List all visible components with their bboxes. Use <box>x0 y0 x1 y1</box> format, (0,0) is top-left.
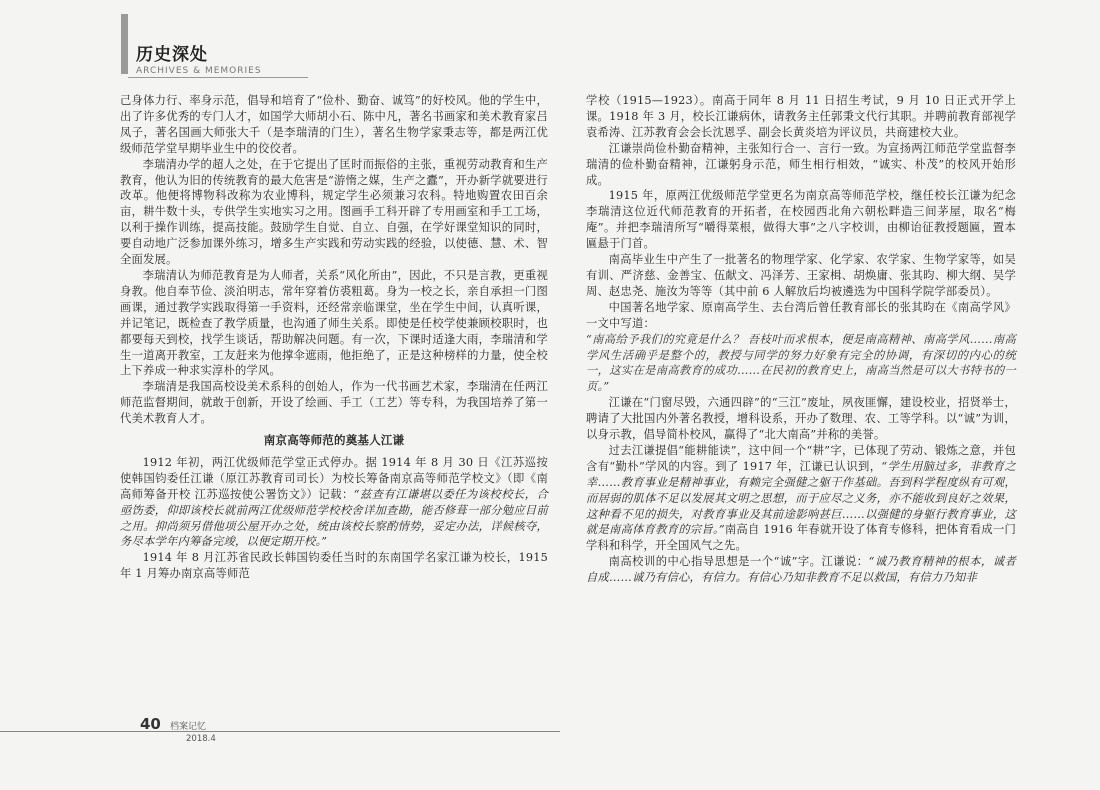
paragraph <box>586 554 1016 586</box>
paragraph: 1914 年 8 月江苏省民政长韩国钧委任当时的东南国学名家江谦为校长，1915 年 1 月筹办南京高等师范 <box>120 551 548 581</box>
paragraph: 南高毕业生中产生了一批著名的物理学家、化学家、农学家、生物学家等，如吴有训、严济慈、金善宝、伍献文、冯泽芳、王家楫、胡焕庸、张其昀、柳大纲、吴学周、赵忠尧、施汝为等等（其中前 6 人解放后均被遴选为中国科学院学部委员）。 <box>586 253 1016 298</box>
paragraph: 1915 年，原两江优级师范学堂更名为南京高等师范学校，继任校长江谦为纪念李瑞清这位近代师范教育的开拓者，在校园西北角六朝松畔造三间茅屋，取名“梅庵”。并把李瑞清所写“嚼得菜根，做得大事”之八字校训，由柳诒征教授题匾，置本匾悬于门首。 <box>586 189 1016 251</box>
footer-divider <box>0 731 560 732</box>
quote-text: “兹查有江谦堪以委任为该校校长，合亟饬委，仰即该校长就前两江优级师范学校校舍详加查勘，能否修葺一部分勉应目前之用。抑尚须另借他项公屋开办之处，统由该校长察酌情势，妥定办法，详候核夺，务尽本学年内筹备完竣，以便定期开校。” <box>120 487 548 549</box>
paragraph: 中国著名地学家、原南高学生、去台湾后曾任教育部长的张其昀在《南高学风》一文中写道： <box>586 300 1016 330</box>
paragraph: 己身体力行、率身示范，倡导和培育了“俭朴、勤奋、诚笃”的好校风。他的学生中，出了许多优秀的专门人才，如国学大师胡小石、陈中凡，著名书画家和美术教育家吕凤子，著名国画大师张大千（是李瑞清的门生），著名生物学家秉志等，都是两江优级师范学堂早期毕业生中的佼佼者。 <box>120 94 548 155</box>
right-column <box>586 93 1016 586</box>
paragraph: 李瑞清认为师范教育是为人师者，关系“风化所由”，因此，不只是言教，更重视身教。他自奉节俭、淡泊明志，常年穿着仿裘粗葛。身为一校之长，亲自承担一门图画课，通过教学实践取得第一手资料，还经常亲临课堂，坐在学生中间，认真听课，并记笔记，既检查了教学质量，也沟通了师生关系。即使是任校学使兼顾校职时，也都要每天到校，找学生谈话，帮助解决问题。有一次，下课时适逢大雨，李瑞清和学生一道离开教室，工友赶来为他撑伞遮雨，他拒绝了，正是这种榜样的力量，使全校上下养成一种求实淳朴的学风。 <box>120 268 548 378</box>
paragraph: 李瑞清办学的超人之处，在于它提出了匡时而振俗的主张，重视劳动教育和生产教育，他认为旧的传统教育的最大危害是“游惰之媒，生产之蠹”，开办新学就要进行改革。他便将博物科改称为农业博科，规定学生必须兼习农科。特地购置农田百余亩，耕牛数十头，专供学生实地实习之用。图画手工科开辟了专用画室和手工工场，以利于操作训练，提高技能。鼓励学生自觉、自立、自强，在学好课堂知识的同时，要自动地广泛参加课外练习，增多生产实践和劳动实践的经验，以使德、慧、术、智全面发展。 <box>120 157 548 267</box>
header-accent-bar <box>121 14 128 74</box>
paragraph <box>120 455 548 550</box>
quote-paragraph: “南高给予我们的究竟是什么？ 吾枝叶而求根本，便是南高精神、南高学风……南高学风生活确乎是整个的，教授与同学的努力好象有完全的协调，有深切的内心的统一，这实在是南高教育的成功……在民初的教育史上，南高当然是可以大书特书的一页。” <box>586 332 1016 394</box>
paragraph: 江谦在“门窗尽毁，六通四辟”的“三江”废址，夙夜匪懈，建设校业，招贤举士，聘请了大批国内外著名教授，增科设系，开办了数理、农、工等学科。以“诚”为训，以身示教，倡导简朴校风，赢得了“北大南高”并称的美誉。 <box>586 396 1016 442</box>
section-heading: 南京高等师范的奠基人江谦 <box>263 433 405 448</box>
journal-name: 档案记忆 <box>170 722 207 732</box>
paragraph <box>586 443 1016 554</box>
paragraph: 学校（1915—1923）。南高于同年 8 月 11 日招生考试，9 月 10 日正式开学上课。1918 年 3 月，校长江谦病休，请教务主任郭秉文代行其职。并聘前教育部视学袁希涛、江苏教育会会长沈恩孚、副会长黄炎培为评议员，共商建校大业。 <box>586 94 1016 139</box>
paragraph-text: 南高校训的中心指导思想是一个“诚”字。江谦说： <box>608 555 869 569</box>
paragraph: 江谦崇尚俭朴勤奋精神，主张知行合一、言行一致。为宣扬两江师范学堂监督李瑞清的俭朴勤奋精神，江谦躬身示范，师生相行相效，“诚实、朴茂”的校风开始形成。 <box>586 141 1016 187</box>
paragraph-text: 南高自 1916 年春就开设了体育专修科，把体育看成一门学科和科学，开全国风气之先。 <box>586 523 1016 553</box>
section-subtitle: ARCHIVES & MEMORIES <box>136 66 262 76</box>
page-number: 40 <box>140 715 161 733</box>
paragraph: 李瑞清是我国高校设美术系科的创始人，作为一代书画艺术家，李瑞清在任两江师范监督期间，就敢于创新，开设了绘画、手工（工艺）等专科，为我国培养了第一代美术教育人才。 <box>120 380 548 426</box>
header-divider <box>128 77 308 78</box>
left-column <box>120 93 548 582</box>
issue-number: 2018.4 <box>186 734 216 744</box>
paragraph-text: 1912 年初，两江优级师范学堂正式停办。据 1914 年 8 月 30 日《江苏巡按使韩国钧委任江谦（原江苏教育司司长）为校长筹备南京高等师范学校文》（即《南高师筹备开校 江苏巡按使公署饬文》）记载： <box>120 455 548 501</box>
quote-text: “学生用脑过多，非教育之幸……教育事业是精神事业，有赖完全强健之躯干作基础。吾到科学程度纵有可观，而居弱的肌体不足以发展其文明之思想，而于应尽之义务，亦不能收到良好之效果，这种看不见的损失，对教育事业及其前途影响甚巨……以强健的身躯行教育事业，这就是南高体育教育的宗旨。” <box>586 459 1016 537</box>
paragraph-text: 过去江谦提倡“能耕能读”，这中间一个“耕”字，已体现了劳动、锻炼之意，并包含有“勤朴”学风的内容。到了 1917 年，江谦已认识到， <box>586 443 1016 473</box>
section-title: 历史深处 <box>136 45 208 65</box>
quote-text: “诚乃教育精神的根本，诚者自成……诚乃有信心，有信力。有信心乃知非教育不足以救国，有信力乃知非 <box>586 555 1016 585</box>
